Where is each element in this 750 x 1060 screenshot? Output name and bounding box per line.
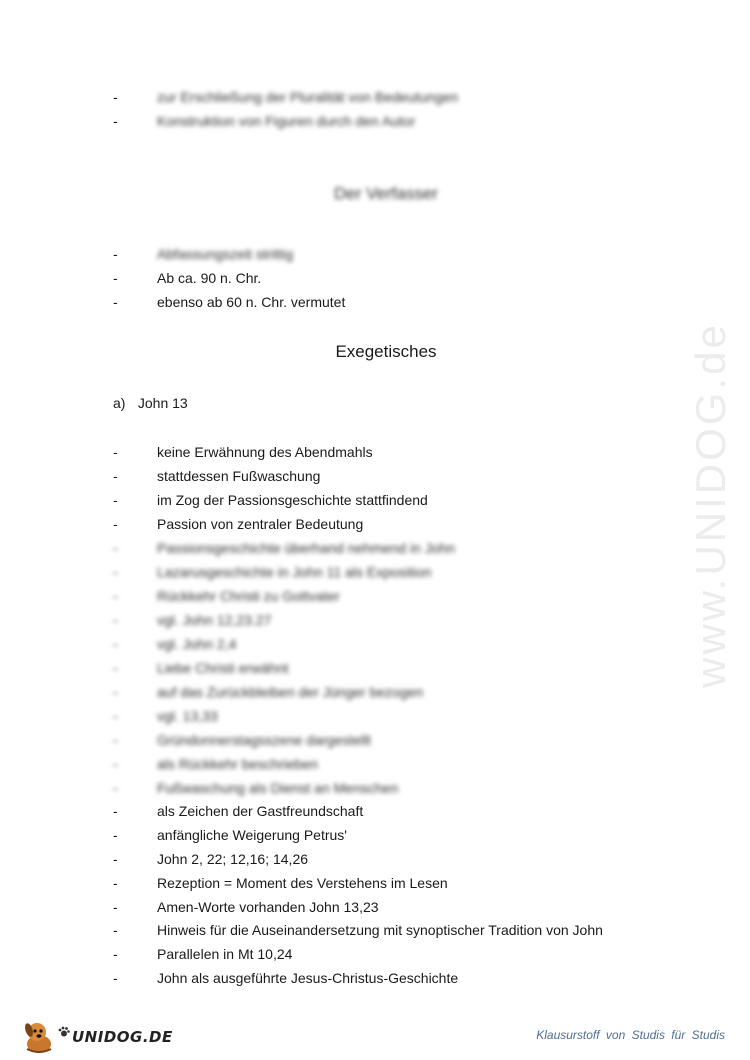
list-item-text: John als ausgeführte Jesus-Christus-Geschichte: [157, 970, 459, 986]
list-item: [0, 440, 700, 464]
list-item-text: stattdessen Fußwaschung: [157, 468, 321, 484]
bullet-dash: -: [113, 803, 118, 819]
list-item: [0, 680, 700, 704]
bullet-dash: -: [113, 492, 118, 508]
footer-tagline: Klausurstoff von Studis für Studis: [536, 1028, 725, 1042]
bullet-dash: -: [113, 732, 118, 748]
list-item: [0, 752, 700, 776]
list-item-text: anfängliche Weigerung Petrus': [157, 827, 347, 843]
bullet-dash: -: [113, 946, 118, 962]
bullet-dash: -: [113, 636, 118, 652]
list-item: [0, 632, 700, 656]
bullet-dash: -: [113, 89, 118, 105]
list-item: [0, 560, 700, 584]
bullet-dash: -: [113, 708, 118, 724]
list-item-text: Rückkehr Christi zu Gottvater: [157, 588, 340, 604]
bullet-dash: -: [113, 970, 118, 986]
list-item: [0, 728, 700, 752]
bullet-dash: -: [113, 294, 118, 310]
bullet-dash: -: [113, 444, 118, 460]
bullet-dash: -: [113, 468, 118, 484]
list-item-text: Rezeption = Moment des Verstehens im Lesen: [157, 875, 448, 891]
watermark: www.UNIDOG.de: [687, 322, 734, 688]
list-item: [0, 584, 700, 608]
list-item-text: vgl. John 12,23.27: [157, 612, 272, 628]
list-item-text: ebenso ab 60 n. Chr. vermutet: [157, 294, 346, 310]
bullet-dash: -: [113, 540, 118, 556]
list-item: [0, 266, 700, 290]
dog-mascot-icon: [22, 1019, 56, 1055]
bullet-dash: -: [113, 684, 118, 700]
bullet-dash: -: [113, 780, 118, 796]
list-item-text: Passionsgeschichte überhand nehmend in John: [157, 540, 456, 556]
section-heading: Exegetisches: [335, 342, 437, 361]
bullet-dash: -: [113, 851, 118, 867]
list-item: [0, 290, 700, 314]
bullet-dash: -: [113, 660, 118, 676]
list-item: [0, 512, 700, 536]
paw-icon: [58, 1026, 70, 1038]
bullet-dash: -: [113, 270, 118, 286]
list-item-text: Passion von zentraler Bedeutung: [157, 516, 364, 532]
list-item: [0, 85, 700, 109]
list-item-text: Lazarusgeschichte in John 11 als Exposition: [157, 564, 432, 580]
list-item-text: im Zog der Passionsgeschichte stattfindend: [157, 492, 428, 508]
bullet-dash: -: [113, 564, 118, 580]
list-item: [0, 776, 700, 800]
list-item-text: zur Erschließung der Pluralität von Bedeutungen: [157, 89, 459, 105]
bullet-dash: -: [113, 899, 118, 915]
section-heading: Der Verfasser: [334, 184, 438, 203]
list-item: [0, 966, 700, 990]
list-item: [0, 109, 700, 133]
bullet-dash: -: [113, 246, 118, 262]
list-item-text: keine Erwähnung des Abendmahls: [157, 444, 373, 460]
list-item: [0, 918, 700, 942]
bullet-dash: -: [113, 827, 118, 843]
bullet-dash: -: [113, 516, 118, 532]
list-item: [0, 823, 700, 847]
list-item-text: auf das Zurückbleiben der Jünger bezogen: [157, 684, 424, 700]
list-item: [0, 242, 700, 266]
list-item-text: Konstruktion von Figuren durch den Autor: [157, 113, 416, 129]
list-item-text: vgl. 13,33: [157, 708, 218, 724]
list-item: [0, 656, 700, 680]
logo-text: UNIDOG.DE: [72, 1028, 173, 1046]
list-item-text: Hinweis für die Auseinandersetzung mit synoptischer Tradition von John: [157, 922, 603, 938]
list-item-text: Liebe Christi erwähnt: [157, 660, 289, 676]
list-item-text: als Rückkehr beschrieben: [157, 756, 319, 772]
subsection-heading: [113, 395, 188, 411]
list-item: [0, 464, 700, 488]
list-item: [0, 488, 700, 512]
list-item: [0, 942, 700, 966]
list-item-text: als Zeichen der Gastfreundschaft: [157, 803, 364, 819]
list-item-text: Parallelen in Mt 10,24: [157, 946, 293, 962]
list-item-text: John 2, 22; 12,16; 14,26: [157, 851, 309, 867]
list-item: [0, 871, 700, 895]
list-item-text: Fußwaschung als Dienst an Menschen: [157, 780, 399, 796]
list-item: [0, 608, 700, 632]
list-item: [0, 536, 700, 560]
unidog-logo[interactable]: [22, 1017, 173, 1057]
list-item-text: Abfassungszeit strittig: [157, 246, 294, 262]
bullet-dash: -: [113, 612, 118, 628]
bullet-dash: -: [113, 756, 118, 772]
list-item: [0, 847, 700, 871]
list-item: [0, 704, 700, 728]
bullet-dash: -: [113, 113, 118, 129]
list-item: [0, 799, 700, 823]
bullet-dash: -: [113, 922, 118, 938]
list-item-text: Amen-Worte vorhanden John 13,23: [157, 899, 379, 915]
subsection-label: a): [113, 395, 126, 411]
list-item-text: Gründonnerstagsszene dargestellt: [157, 732, 372, 748]
list-item-text: Ab ca. 90 n. Chr.: [157, 270, 262, 286]
bullet-dash: -: [113, 875, 118, 891]
bullet-dash: -: [113, 588, 118, 604]
list-item: [0, 895, 700, 919]
list-item-text: vgl. John 2,4: [157, 636, 237, 652]
subsection-text: John 13: [137, 395, 188, 411]
